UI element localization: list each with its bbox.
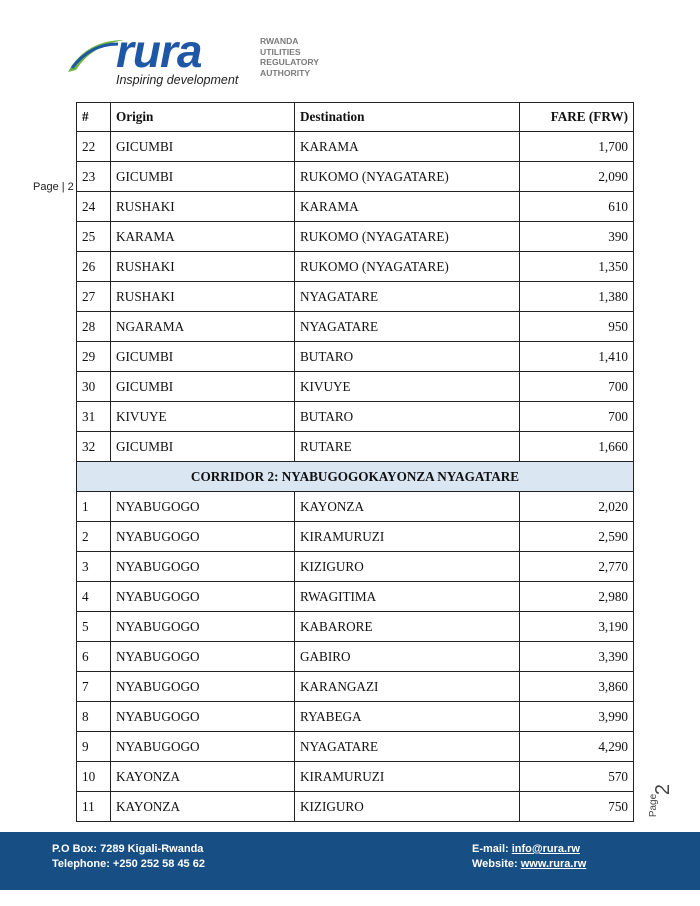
row-num: 6 — [77, 642, 111, 672]
row-num: 1 — [77, 492, 111, 522]
table-row — [77, 492, 634, 522]
page-number: 2 — [652, 783, 675, 796]
row-num: 27 — [77, 282, 111, 312]
row-origin: KAYONZA — [111, 762, 295, 792]
row-destination: BUTARO — [295, 402, 520, 432]
header-destination: Destination — [295, 103, 520, 132]
row-destination: KARAMA — [295, 192, 520, 222]
row-fare: 1,380 — [520, 282, 634, 312]
rura-logo — [66, 25, 326, 93]
email-link[interactable]: info@rura.rw — [511, 843, 580, 855]
row-num: 23 — [77, 162, 111, 192]
row-num: 7 — [77, 672, 111, 702]
table-row — [77, 342, 634, 372]
row-origin: NGARAMA — [111, 312, 295, 342]
row-destination: KARANGAZI — [295, 672, 520, 702]
row-fare: 390 — [520, 222, 634, 252]
row-origin: NYABUGOGO — [111, 552, 295, 582]
row-destination: BUTARO — [295, 342, 520, 372]
row-num: 8 — [77, 702, 111, 732]
row-origin: KIVUYE — [111, 402, 295, 432]
row-fare: 1,660 — [520, 432, 634, 462]
footer-contact — [52, 842, 205, 872]
row-num: 29 — [77, 342, 111, 372]
corridor-title: CORRIDOR 2: NYABUGOGOKAYONZA NYAGATARE — [77, 462, 634, 492]
row-num: 10 — [77, 762, 111, 792]
table-row — [77, 252, 634, 282]
row-origin: NYABUGOGO — [111, 732, 295, 762]
row-num: 32 — [77, 432, 111, 462]
row-fare: 2,770 — [520, 552, 634, 582]
table-row — [77, 432, 634, 462]
row-fare: 3,190 — [520, 612, 634, 642]
row-origin: NYABUGOGO — [111, 522, 295, 552]
row-destination: KARAMA — [295, 132, 520, 162]
row-origin: NYABUGOGO — [111, 702, 295, 732]
row-origin: NYABUGOGO — [111, 582, 295, 612]
footer-website-line — [472, 857, 586, 872]
org-name — [260, 36, 319, 78]
footer-online — [472, 842, 586, 872]
row-fare: 570 — [520, 762, 634, 792]
row-destination: RUKOMO (NYAGATARE) — [295, 252, 520, 282]
table-row — [77, 702, 634, 732]
table-row — [77, 522, 634, 552]
table-row — [77, 162, 634, 192]
corridor-section — [77, 462, 634, 492]
row-num: 28 — [77, 312, 111, 342]
row-destination: KIRAMURUZI — [295, 522, 520, 552]
row-origin: RUSHAKI — [111, 192, 295, 222]
row-num: 5 — [77, 612, 111, 642]
table-body-part2 — [77, 492, 634, 822]
row-origin: NYABUGOGO — [111, 492, 295, 522]
row-fare: 2,090 — [520, 162, 634, 192]
row-fare: 3,390 — [520, 642, 634, 672]
row-destination: NYAGATARE — [295, 312, 520, 342]
row-origin: NYABUGOGO — [111, 642, 295, 672]
row-num: 2 — [77, 522, 111, 552]
row-num: 3 — [77, 552, 111, 582]
row-fare: 2,590 — [520, 522, 634, 552]
org-line: RWANDA — [260, 36, 299, 46]
footer-po-box: P.O Box: 7289 Kigali-Rwanda — [52, 843, 204, 855]
org-line: UTILITIES — [260, 46, 301, 57]
logo-wordmark: rura — [116, 25, 202, 77]
page-label-right — [650, 780, 690, 820]
row-origin: GICUMBI — [111, 342, 295, 372]
row-fare: 1,350 — [520, 252, 634, 282]
table-row — [77, 222, 634, 252]
table-row — [77, 762, 634, 792]
logo-tagline: Inspiring development — [116, 73, 239, 87]
header-origin: Origin — [111, 103, 295, 132]
row-fare: 610 — [520, 192, 634, 222]
header-fare: FARE (FRW) — [520, 103, 634, 132]
row-fare: 750 — [520, 792, 634, 822]
row-origin: KAYONZA — [111, 792, 295, 822]
row-num: 9 — [77, 732, 111, 762]
website-link[interactable]: www.rura.rw — [520, 858, 587, 870]
page-label-left: Page | 2 — [33, 181, 74, 193]
row-origin: GICUMBI — [111, 372, 295, 402]
row-origin: GICUMBI — [111, 432, 295, 462]
row-origin: NYABUGOGO — [111, 672, 295, 702]
footer-email-line — [472, 842, 586, 857]
row-origin: NYABUGOGO — [111, 612, 295, 642]
row-num: 25 — [77, 222, 111, 252]
row-fare: 4,290 — [520, 732, 634, 762]
row-origin: GICUMBI — [111, 132, 295, 162]
table-row — [77, 642, 634, 672]
email-label: E-mail: — [472, 843, 512, 855]
row-destination: KIVUYE — [295, 372, 520, 402]
table-header-row — [77, 103, 634, 132]
row-fare: 3,860 — [520, 672, 634, 702]
row-destination: KIZIGURO — [295, 792, 520, 822]
table-row — [77, 132, 634, 162]
row-fare: 1,700 — [520, 132, 634, 162]
row-fare: 2,020 — [520, 492, 634, 522]
corridor-header-row — [77, 462, 634, 492]
row-destination: RUTARE — [295, 432, 520, 462]
row-num: 11 — [77, 792, 111, 822]
table-row — [77, 552, 634, 582]
header-num: # — [77, 103, 111, 132]
website-label: Website: — [472, 858, 521, 870]
table-row — [77, 372, 634, 402]
table-row — [77, 732, 634, 762]
footer — [0, 832, 700, 890]
row-num: 24 — [77, 192, 111, 222]
row-fare: 700 — [520, 402, 634, 432]
row-destination: RUKOMO (NYAGATARE) — [295, 222, 520, 252]
table-row — [77, 192, 634, 222]
row-destination: RYABEGA — [295, 702, 520, 732]
table-row — [77, 792, 634, 822]
row-destination: KABARORE — [295, 612, 520, 642]
row-fare: 3,990 — [520, 702, 634, 732]
row-origin: RUSHAKI — [111, 252, 295, 282]
org-line: AUTHORITY — [260, 67, 311, 78]
row-origin: RUSHAKI — [111, 282, 295, 312]
org-line: REGULATORY — [260, 57, 320, 67]
row-origin: GICUMBI — [111, 162, 295, 192]
row-destination: NYAGATARE — [295, 282, 520, 312]
table-row — [77, 612, 634, 642]
row-destination: KAYONZA — [295, 492, 520, 522]
table-row — [77, 582, 634, 612]
row-destination: KIRAMURUZI — [295, 762, 520, 792]
table-row — [77, 312, 634, 342]
row-destination: GABIRO — [295, 642, 520, 672]
row-destination: NYAGATARE — [295, 732, 520, 762]
row-fare: 950 — [520, 312, 634, 342]
row-destination: RUKOMO (NYAGATARE) — [295, 162, 520, 192]
row-destination: RWAGITIMA — [295, 582, 520, 612]
table-row — [77, 402, 634, 432]
row-fare: 2,980 — [520, 582, 634, 612]
row-num: 4 — [77, 582, 111, 612]
row-num: 26 — [77, 252, 111, 282]
footer-telephone: Telephone: +250 252 58 45 62 — [52, 858, 205, 870]
table-row — [77, 672, 634, 702]
fare-table — [76, 102, 634, 822]
row-fare: 1,410 — [520, 342, 634, 372]
row-num: 31 — [77, 402, 111, 432]
table-body-part1 — [77, 132, 634, 462]
row-num: 22 — [77, 132, 111, 162]
row-fare: 700 — [520, 372, 634, 402]
table-row — [77, 282, 634, 312]
row-destination: KIZIGURO — [295, 552, 520, 582]
page-word: Page — [648, 793, 660, 818]
row-num: 30 — [77, 372, 111, 402]
row-origin: KARAMA — [111, 222, 295, 252]
